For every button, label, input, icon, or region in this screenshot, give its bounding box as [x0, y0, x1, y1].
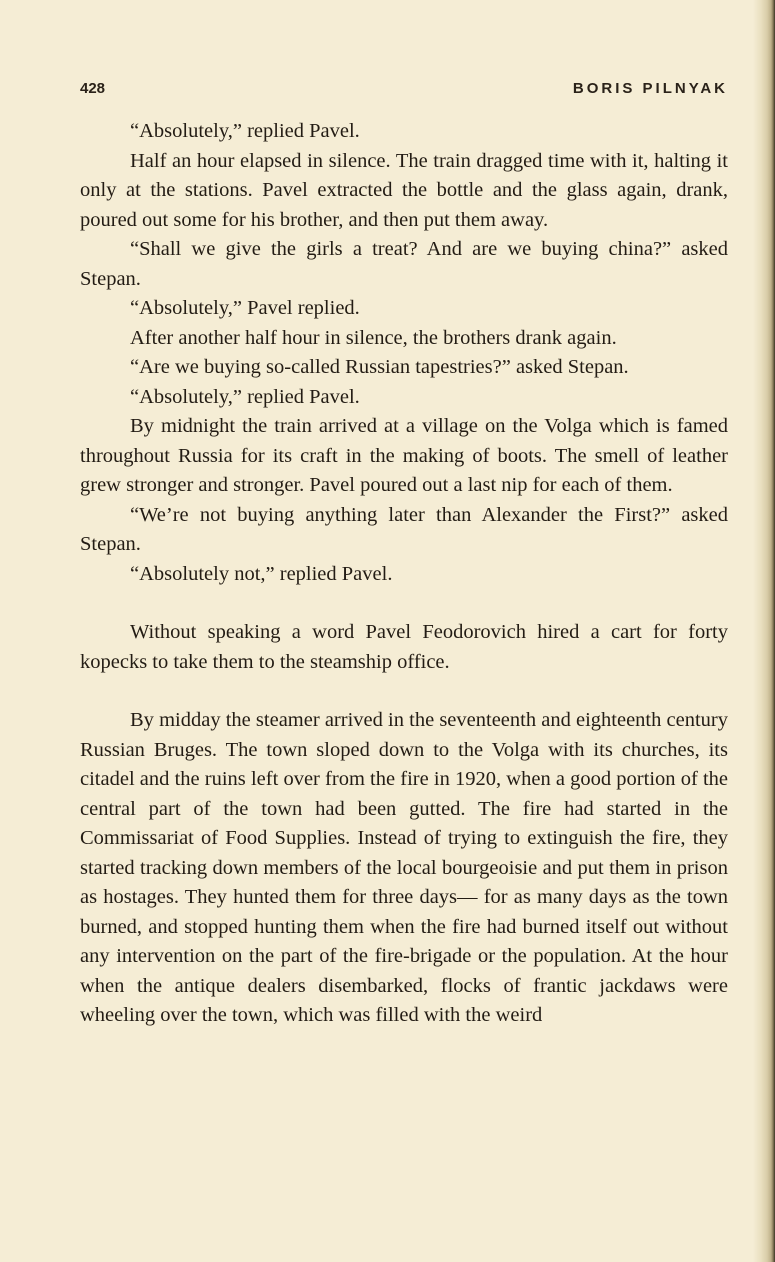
paragraph: By midday the steamer arrived in the seventeenth and eighteenth century Russian Bruges. The town sloped down to the Volga with its churches, its citadel and the ruins left over from the fire in 1920, when a good portion of the central part of the town had been gutted. The fire had started in the Commissariat of Food Supplies. Instead of trying to extinguish the fire, they started tracking down members of the local bourgeoisie and put them in prison as hostages. They hunted them for three days— for as many days as the town burned, and stopped hunting them when the fire had burned itself out without any intervention on the part of the fire-brigade or the population. At the hour when the antique dealers disembarked, flocks of frantic jackdaws were wheeling over the town, which was filled with the weird — [80, 709, 728, 1026]
paragraph: “Absolutely,” replied Pavel. — [130, 385, 360, 408]
paragraph: “Absolutely,” Pavel replied. — [130, 297, 360, 319]
paragraph: After another half hour in silence, the brothers drank again. — [130, 326, 617, 349]
page-header — [80, 80, 728, 106]
body-text — [80, 117, 728, 1031]
paragraph: “Are we buying so-called Russian tapestries?” asked Stepan. — [130, 356, 629, 378]
paragraph: “Absolutely not,” replied Pavel. — [130, 562, 393, 585]
paragraph: By midnight the train arrived at a village on the Volga which is famed throughout Russia for its craft in the making of boots. The smell of leather grew stronger and stronger. Pavel poured out a last nip for each of them. — [80, 415, 728, 496]
paragraph: Half an hour elapsed in silence. The train dragged time with it, halting it only at the stations. Pavel extracted the bottle and the glass again, drank, poured out some for his brother, and then put them away. — [80, 149, 728, 231]
paragraph: “We’re not buying anything later than Alexander the First?” asked Stepan. — [80, 503, 728, 555]
paragraph: Without speaking a word Pavel Feodorovich hired a cart for forty kopecks to take them to the steamship office. — [80, 621, 728, 673]
paragraph: “Absolutely,” replied Pavel. — [130, 120, 360, 142]
paragraph: “Shall we give the girls a treat? And are we buying china?” asked Stepan. — [80, 238, 728, 290]
page-number: 428 — [80, 80, 106, 97]
running-head: BORIS PILNYAK — [572, 80, 728, 97]
page-edge-shadow — [753, 0, 775, 1262]
